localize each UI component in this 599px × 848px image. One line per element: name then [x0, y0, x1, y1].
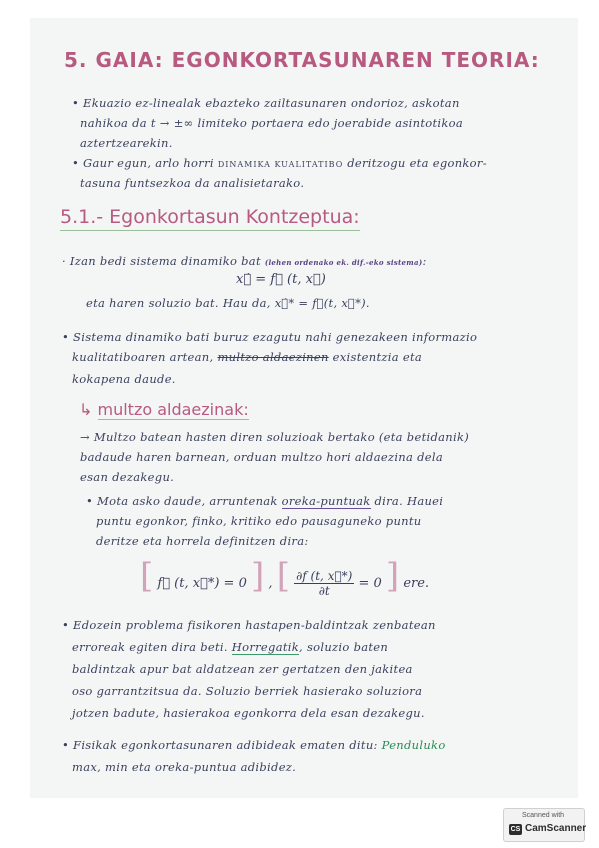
closing-line-2-text-a: erroreak egiten dira beti.	[72, 640, 232, 654]
section-line-4-text-a: kualitatiboaren artean,	[72, 350, 218, 364]
subsection-line-4-text-b: dira. Hauei	[370, 494, 444, 508]
closing-line-3: baldintzak apur bat aldatzean zer gertatzen den jakitea	[72, 662, 413, 676]
horregatik-term: Horregatik	[231, 640, 300, 654]
formula-separator: ,	[268, 576, 273, 591]
closing-line-1: • Edozein problema fisikoren hastapen-baldintzak zenbatean	[62, 618, 436, 632]
subsection-title	[79, 400, 249, 419]
subsection-arrow-icon: ↳	[79, 400, 98, 419]
section-line-2: eta haren soluzio bat. Hau da, x⃗̇* = f⃗(t, x⃗*).	[86, 296, 370, 310]
section-line-1-text: · Izan bedi sistema dinamiko bat	[62, 254, 265, 268]
section-title-text: 5.1.- Egonkortasun Kontzeptua:	[60, 206, 360, 231]
closing-line-5: jotzen badute, hasierakoa egonkorra dela esan dezakegu.	[72, 706, 425, 720]
camscanner-badge	[503, 808, 585, 842]
scanned-with-label: Scanned with	[522, 812, 565, 819]
intro-p2-text-b: deritzogu eta egonkor-	[343, 156, 487, 170]
formula-right: = 0	[358, 576, 382, 591]
left-bracket-1: [	[140, 556, 154, 596]
intro-p2-text-a: • Gaur egun, arlo horri	[72, 156, 218, 170]
intro-paragraph-1-line-3: aztertzearekin.	[80, 136, 173, 150]
section-line-1	[62, 254, 427, 268]
fraction-denominator: ∂t	[318, 584, 330, 598]
closing-line-6-text: • Fisikak egonkortasunaren adibideak ematen ditu:	[62, 738, 382, 752]
section-line-4-strike: multzo aldaezinen	[217, 350, 329, 364]
subsection-line-4	[86, 494, 443, 508]
section-line-1-colon: :	[422, 254, 427, 268]
section-line-4-text-b: existentzia eta	[328, 350, 423, 364]
section-line-4	[72, 350, 422, 364]
page-title: 5. GAIA: EGONKORTASUNAREN TEORIA:	[64, 48, 540, 72]
closing-line-6	[62, 738, 446, 752]
intro-p2-caps: DINAMIKA KUALITATIBO	[217, 160, 344, 169]
right-bracket-2: ]	[385, 556, 400, 596]
intro-paragraph-2-line-1	[72, 156, 487, 170]
closing-line-2	[72, 640, 388, 654]
system-equation: x⃗̇ = f⃗ (t, x⃗)	[236, 272, 326, 287]
oreka-puntuak-term: oreka-puntuak	[281, 494, 371, 508]
formula-end: ere.	[403, 576, 430, 591]
intro-paragraph-2-line-2: tasuna funtsezkoa da analisietarako.	[80, 176, 305, 190]
intro-paragraph-1-line-2: nahikoa da t → ±∞ limiteko portaera edo joerabide asintotikoa	[80, 116, 464, 130]
closing-line-4: oso garrantzitsua da. Soluzio berriek hasierako soluziora	[72, 684, 423, 698]
partial-fraction	[294, 569, 354, 598]
subsection-title-text: multzo aldaezinak:	[97, 400, 249, 419]
subsection-line-6: deritze eta horrela definitzen dira:	[96, 534, 309, 548]
right-bracket-1: ]	[251, 556, 265, 596]
subsection-line-4-text-a: • Mota asko daude, arruntenak	[86, 494, 282, 508]
left-bracket-2: [	[276, 556, 290, 596]
section-line-5: kokapena daude.	[72, 372, 176, 386]
fraction-numerator: ∂f (t, x⃗*)	[296, 569, 353, 583]
equilibrium-formula	[140, 556, 429, 598]
section-title	[60, 206, 360, 228]
subsection-line-2: badaude haren barnean, orduan multzo hori aldaezina dela	[80, 450, 444, 464]
subsection-line-3: esan dezakegu.	[80, 470, 175, 484]
subsection-line-5: puntu egonkor, finko, kritiko edo pausagunek​o puntu	[96, 514, 422, 528]
section-line-3: • Sistema dinamiko bati buruz ezagutu nahi genezakeen informazio	[62, 330, 478, 344]
intro-paragraph-1-line-1: • Ekuazio ez-linealak ebazteko zailtasunaren ondorioz, askotan	[72, 96, 460, 110]
formula-left: f⃗ (t, x⃗*) = 0	[157, 576, 247, 591]
section-line-1-note: (lehen ordenako ek. dif.-eko sistema)	[264, 258, 423, 267]
closing-line-7: max, min eta oreka-puntua adibidez.	[72, 760, 297, 774]
camscanner-name: CamScanner	[525, 823, 587, 834]
penduluko-term: Penduluko	[381, 738, 446, 752]
camscanner-logo-icon: CS	[510, 826, 521, 833]
closing-line-2-text-b: , soluzio baten	[299, 640, 389, 654]
subsection-line-1: → Multzo batean hasten diren soluzioak bertako (eta betidanik)	[80, 430, 470, 444]
